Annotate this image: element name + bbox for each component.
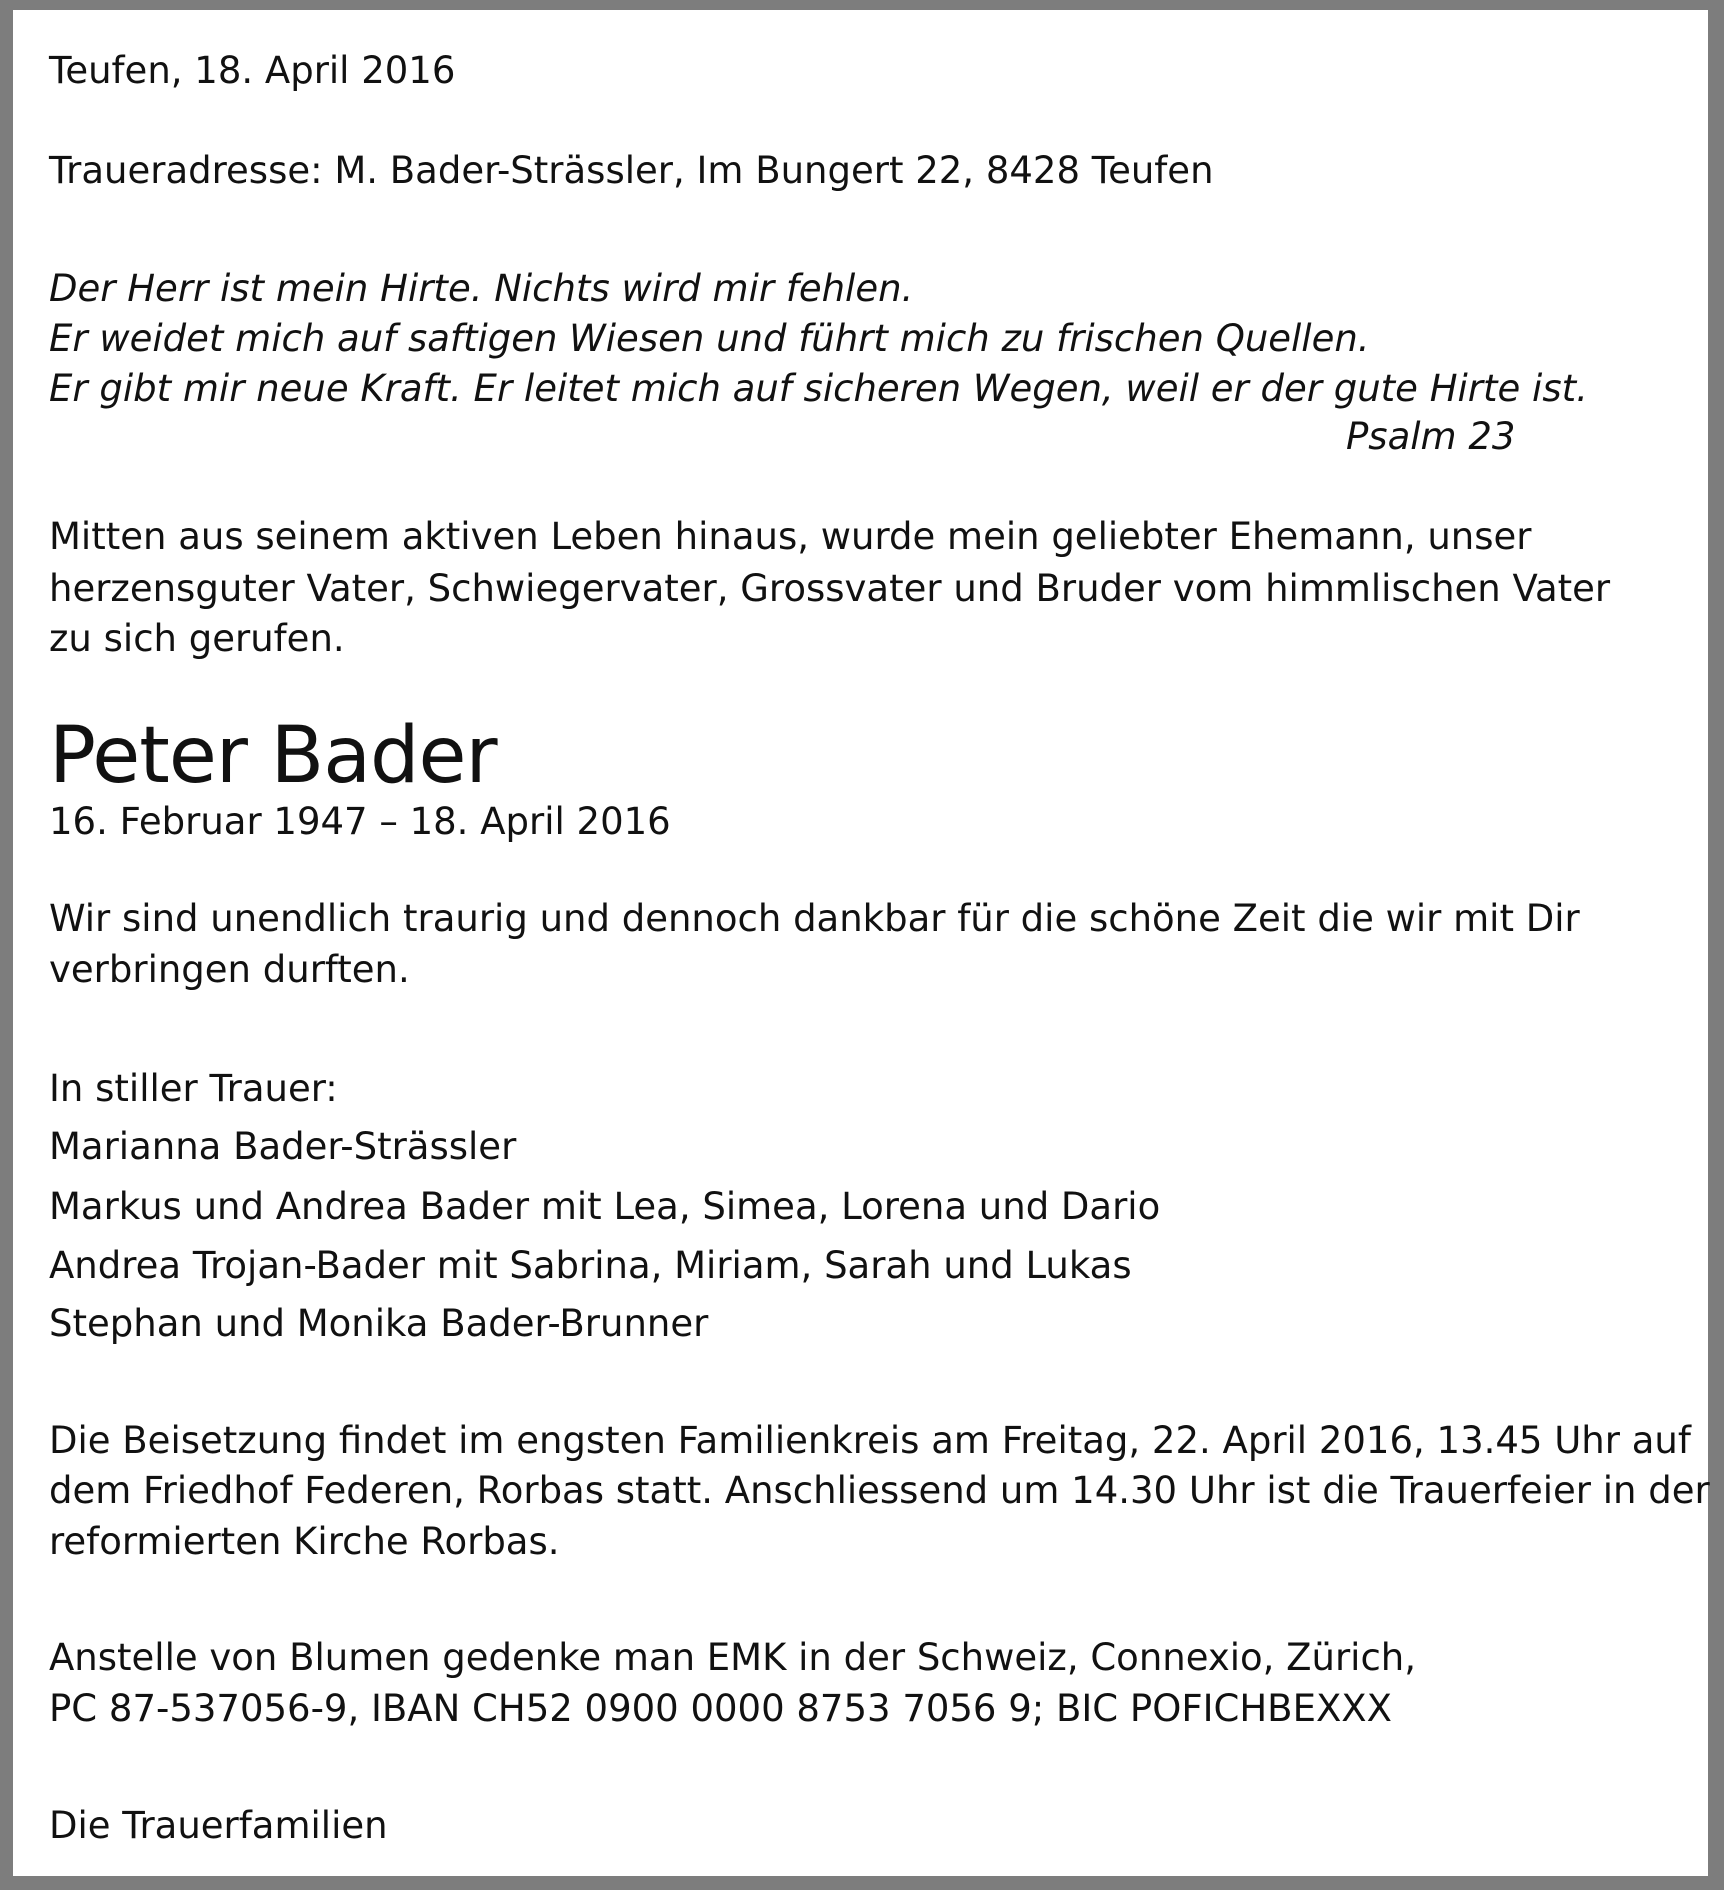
mourner-name: Markus und Andrea Bader mit Lea, Simea, Lorena und Dario — [49, 1185, 1161, 1228]
intro-line: Mitten aus seinem aktiven Leben hinaus, wurde mein geliebter Ehemann, unser — [49, 515, 1532, 558]
mourners-heading: In stiller Trauer: — [49, 1067, 338, 1110]
closing-signature: Die Trauerfamilien — [49, 1804, 388, 1847]
place-date: Teufen, 18. April 2016 — [49, 49, 456, 92]
mourner-name: Marianna Bader-Strässler — [49, 1125, 517, 1168]
funeral-line: reformierten Kirche Rorbas. — [49, 1520, 560, 1563]
intro-line: zu sich gerufen. — [49, 617, 345, 660]
psalm-line: Er gibt mir neue Kraft. Er leitet mich auf sicheren Wegen, weil er der gute Hirte ist. — [49, 367, 1588, 410]
mourner-name: Andrea Trojan-Bader mit Sabrina, Miriam, Sarah und Lukas — [49, 1244, 1132, 1287]
donation-line: Anstelle von Blumen gedenke man EMK in der Schweiz, Connexio, Zürich, — [49, 1636, 1417, 1679]
intro-line: herzensguter Vater, Schwiegervater, Grossvater und Bruder vom himmlischen Vater — [49, 567, 1611, 610]
psalm-line: Der Herr ist mein Hirte. Nichts wird mir fehlen. — [49, 267, 914, 310]
funeral-line: dem Friedhof Federen, Rorbas statt. Anschliessend um 14.30 Uhr ist die Trauerfeier in der — [49, 1469, 1710, 1512]
gratitude-line: Wir sind unendlich traurig und dennoch dankbar für die schöne Zeit die wir mit Dir — [49, 897, 1580, 940]
mourning-address: Traueradresse: M. Bader-Strässler, Im Bungert 22, 8428 Teufen — [49, 149, 1214, 192]
donation-line: PC 87-537056-9, IBAN CH52 0900 0000 8753 7056 9; BIC POFICHBEXXX — [49, 1687, 1392, 1730]
deceased-name: Peter Bader — [49, 711, 497, 801]
mourner-name: Stephan und Monika Bader-Brunner — [49, 1302, 709, 1345]
psalm-source: Psalm 23 — [1346, 415, 1516, 458]
psalm-line: Er weidet mich auf saftigen Wiesen und führt mich zu frischen Quellen. — [49, 317, 1370, 360]
funeral-line: Die Beisetzung findet im engsten Familienkreis am Freitag, 22. April 2016, 13.45 Uhr auf — [49, 1419, 1691, 1462]
gratitude-line: verbringen durften. — [49, 948, 410, 991]
life-dates: 16. Februar 1947 – 18. April 2016 — [49, 800, 671, 843]
